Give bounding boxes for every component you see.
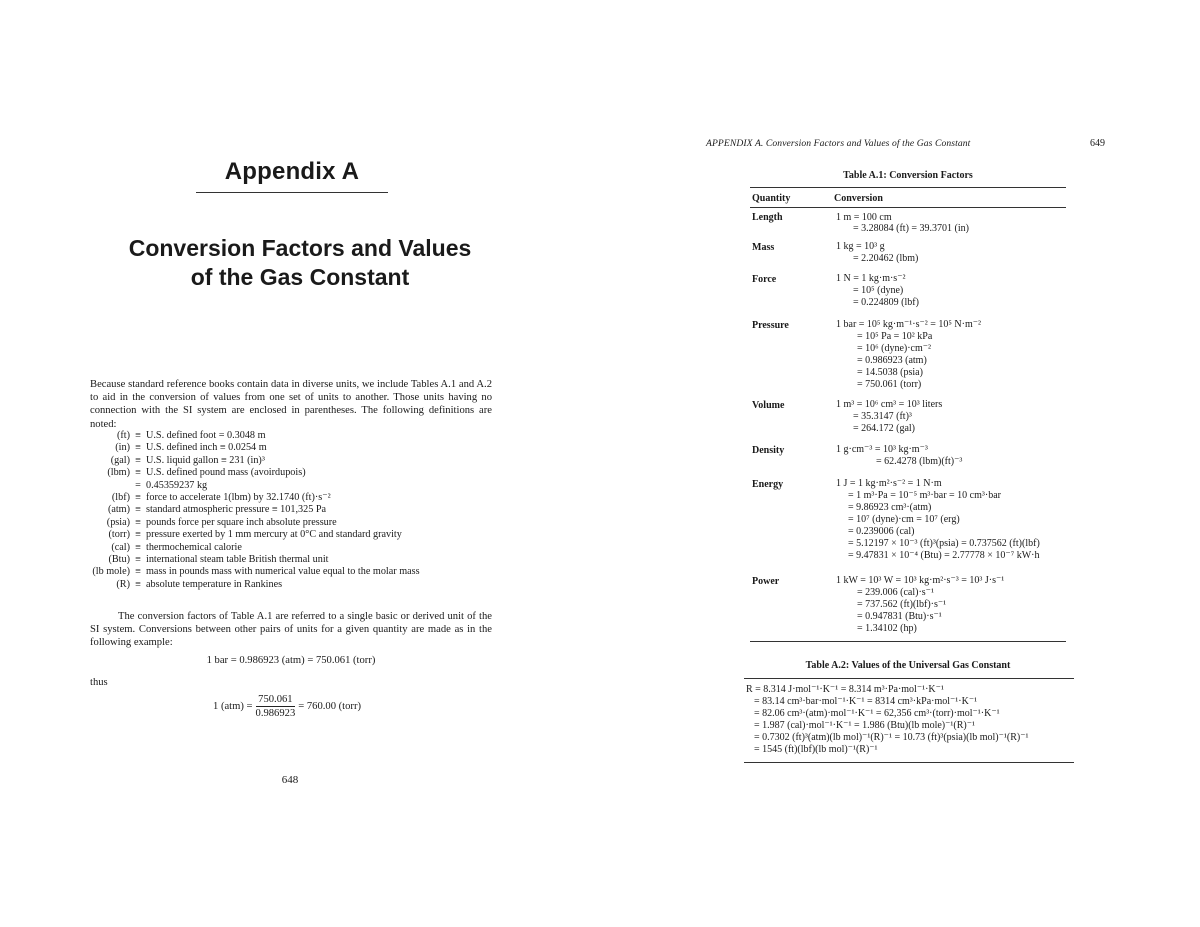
appendix-rule — [196, 192, 388, 193]
definition-item: (torr) ≡ pressure exerted by 1 mm mercury at 0°C and standard gravity — [82, 529, 502, 541]
definition-item: (cal) ≡ thermochemical calorie — [82, 542, 502, 554]
definition-symbol: (ft) — [116, 430, 130, 441]
table2-top-rule — [744, 678, 1074, 679]
right-page — [600, 0, 1200, 927]
definition-text: U.S. liquid gallon ≡ 231 (in)³ — [146, 454, 265, 466]
conversion-line: = 1 m³·Pa = 10⁻⁵ m³·bar = 10 cm³·bar — [848, 490, 1001, 501]
definition-text: absolute temperature in Rankines — [146, 578, 283, 590]
conversion-line: = 9.86923 cm³·(atm) — [848, 502, 932, 513]
conversion-line: = 264.172 (gal) — [853, 423, 916, 434]
definition-text: standard atmospheric pressure ≡ 101,325 Pa — [146, 504, 327, 516]
gas-constant-line: R = 8.314 J·mol⁻¹·K⁻¹ = 8.314 m³·Pa·mol⁻¹·K⁻¹ — [746, 684, 944, 695]
conversion-line: 1 m = 100 cm — [836, 212, 892, 223]
definition-symbol: (Btu) — [108, 553, 130, 565]
definition-item: = 0.45359237 kg — [135, 479, 208, 491]
definition-symbol: (atm) — [107, 504, 130, 516]
definition-text: mass in pounds mass with numerical value equal to the molar mass — [146, 566, 420, 578]
gas-constant-line: = 1545 (ft)(lbf)(lb mol)⁻¹(R)⁻¹ — [754, 744, 878, 755]
definition-item: (in) ≡ U.S. defined inch ≡ 0.0254 m — [82, 442, 502, 454]
definition-symbol: (in) — [115, 442, 130, 454]
definition-item: (lbm) ≡ U.S. defined pound mass (avoirdupois) — [82, 467, 502, 479]
intro-paragraph: Because standard reference books contain data in diverse units, we include Tables A.1 and A.2 to aid in the conversion of values from one set of units to another. Those units having no connection with the SI system are enclosed in parentheses. The following definitions are noted: — [90, 379, 492, 430]
conversion-line: = 9.47831 × 10⁻⁴ (Btu) = 2.77778 × 10⁻⁷ kW·h — [848, 550, 1040, 561]
definition-text: thermochemical calorie — [146, 541, 242, 553]
conversion-line: 1 bar = 10⁵ kg·m⁻¹·s⁻² = 10⁵ N·m⁻² — [836, 319, 982, 330]
conversion-line: = 737.562 (ft)(lbf)·s⁻¹ — [857, 599, 947, 610]
definition-item: (psia) ≡ pounds force per square inch absolute pressure — [82, 517, 502, 529]
definition-text: 0.45359237 kg — [146, 479, 208, 491]
conversion-line: = 3.28084 (ft) = 39.3701 (in) — [853, 223, 969, 234]
definition-text: international steam table British thermal unit — [146, 553, 329, 565]
conversion-line: = 2.20462 (lbm) — [853, 253, 919, 264]
conversion-line: = 10⁷ (dyne)·cm = 10⁷ (erg) — [848, 514, 960, 525]
definition-symbol: (R) — [116, 578, 130, 590]
quantity-power: Power — [752, 576, 780, 587]
conversion-line: = 62.4278 (lbm)(ft)⁻³ — [876, 456, 963, 467]
definition-symbol: (lb mole) — [92, 566, 130, 578]
definition-text: pounds force per square inch absolute pressure — [146, 516, 337, 528]
column-header-quantity: Quantity — [752, 193, 791, 204]
definition-symbol: (gal) — [110, 454, 130, 466]
table-top-rule — [750, 187, 1066, 188]
table-a2-caption: Table A.2: Values of the Universal Gas Constant — [805, 660, 1011, 671]
conversion-line: 1 m³ = 10⁶ cm³ = 10³ liters — [836, 399, 943, 410]
gas-constant-line: = 1.987 (cal)·mol⁻¹·K⁻¹ = 1.986 (Btu)(lb mole)⁻¹(R)⁻¹ — [754, 720, 976, 731]
definition-symbol: (lbf) — [111, 491, 130, 503]
definition-text: force to accelerate 1(lbm) by 32.1740 (ft)·s⁻² — [146, 491, 331, 503]
conversion-line: = 0.986923 (atm) — [857, 355, 927, 366]
equation-rhs: = 760.00 (torr) — [298, 701, 362, 712]
running-head: APPENDIX A. Conversion Factors and Values of the Gas Constant — [706, 138, 971, 149]
equation-lhs: 1 (atm) = — [213, 701, 253, 712]
definition-item: (R) ≡ absolute temperature in Rankines — [82, 579, 502, 591]
quantity-density: Density — [752, 445, 785, 456]
definition-item: (lbf) ≡ force to accelerate 1(lbm) by 32.1740 (ft)·s⁻² — [82, 492, 502, 504]
conversion-line: = 35.3147 (ft)³ — [853, 411, 912, 422]
definition-text: U.S. defined pound mass (avoirdupois) — [146, 467, 306, 479]
definition-item: (atm) ≡ standard atmospheric pressure ≡ 101,325 Pa — [82, 504, 502, 516]
definition-item: (Btu) ≡ international steam table British thermal unit — [82, 554, 502, 566]
page-number-right: 649 — [1090, 138, 1105, 149]
conversion-line: = 14.5038 (psia) — [857, 367, 923, 378]
quantity-length: Length — [752, 212, 783, 223]
conversion-line: = 0.224809 (lbf) — [853, 297, 919, 308]
conversion-line: = 10⁵ Pa = 10² kPa — [857, 331, 933, 342]
example-equation: 1 bar = 0.986923 (atm) = 750.061 (torr) — [206, 655, 376, 666]
table-a1-caption: Table A.1: Conversion Factors — [843, 170, 973, 181]
conversion-line: = 0.947831 (Btu)·s⁻¹ — [857, 611, 942, 622]
table-bottom-rule — [750, 641, 1066, 642]
appendix-label: Appendix A — [224, 158, 360, 185]
gas-constant-line: = 0.7302 (ft)³(atm)(lb mol)⁻¹(R)⁻¹ = 10.73 (ft)³(psia)(lb mol)⁻¹(R)⁻¹ — [754, 732, 1029, 743]
conversion-line: 1 kg = 10³ g — [836, 241, 885, 252]
quantity-volume: Volume — [752, 400, 785, 411]
conversion-line: = 750.061 (torr) — [857, 379, 922, 390]
conversion-line: = 1.34102 (hp) — [857, 623, 917, 634]
thus-label: thus — [90, 677, 108, 688]
quantity-pressure: Pressure — [752, 320, 789, 331]
quantity-mass: Mass — [752, 242, 775, 253]
definition-text: pressure exerted by 1 mm mercury at 0°C and standard gravity — [146, 529, 402, 541]
gas-constant-line: = 83.14 cm³·bar·mol⁻¹·K⁻¹ = 8314 cm³·kPa·mol⁻¹·K⁻¹ — [754, 696, 978, 707]
conversion-line: 1 N = 1 kg·m·s⁻² — [836, 273, 906, 284]
quantity-energy: Energy — [752, 479, 784, 490]
conversion-line: = 10⁶ (dyne)·cm⁻² — [857, 343, 932, 354]
equation-fraction — [256, 693, 296, 720]
column-header-conversion: Conversion — [834, 193, 883, 204]
chapter-title — [90, 234, 510, 292]
quantity-force: Force — [752, 274, 777, 285]
definitions-list — [82, 430, 502, 591]
definition-symbol: (cal) — [111, 541, 130, 553]
conversion-line: = 10⁵ (dyne) — [853, 285, 904, 296]
conversion-line: = 5.12197 × 10⁻³ (ft)³(psia) = 0.737562 (ft)(lbf) — [848, 538, 1040, 549]
table-header-rule — [750, 207, 1066, 208]
conversion-line: 1 J = 1 kg·m²·s⁻² = 1 N·m — [836, 478, 942, 489]
table2-bottom-rule — [744, 762, 1074, 763]
fraction-denominator: 0.986923 — [255, 708, 296, 719]
derived-equation — [213, 693, 361, 720]
chapter-title-line-2: of the Gas Constant — [190, 264, 410, 290]
definition-item: (ft) ≡ U.S. defined foot = 0.3048 m — [82, 430, 502, 442]
definition-text: U.S. defined foot = 0.3048 m — [146, 430, 266, 441]
conversion-line: = 0.239006 (cal) — [848, 526, 915, 537]
conversion-line: = 239.006 (cal)·s⁻¹ — [857, 587, 934, 598]
fraction-numerator: 750.061 — [258, 694, 293, 705]
definition-symbol: (lbm) — [107, 467, 130, 479]
chapter-title-line-1: Conversion Factors and Values — [128, 235, 472, 261]
definition-text: U.S. defined inch ≡ 0.0254 m — [146, 442, 267, 454]
definition-item: (gal) ≡ U.S. liquid gallon ≡ 231 (in)³ — [82, 455, 502, 467]
definition-symbol: (torr) — [108, 529, 130, 541]
conversion-paragraph: The conversion factors of Table A.1 are referred to a single basic or derived unit of the SI system. Conversions between other pairs of units for a given quantity are made as in the following example: — [90, 611, 492, 649]
definition-item: (lb mole) ≡ mass in pounds mass with numerical value equal to the molar mass — [82, 566, 502, 578]
conversion-line: 1 g·cm⁻³ = 10³ kg·m⁻³ — [836, 444, 928, 455]
definition-symbol: (psia) — [106, 516, 130, 528]
gas-constant-line: = 82.06 cm³·(atm)·mol⁻¹·K⁻¹ = 62,356 cm³·(torr)·mol⁻¹·K⁻¹ — [754, 708, 1000, 719]
conversion-line: 1 kW = 10³ W = 10³ kg·m²·s⁻³ = 10³ J·s⁻¹ — [836, 575, 1005, 586]
page-number-left: 648 — [281, 774, 299, 786]
